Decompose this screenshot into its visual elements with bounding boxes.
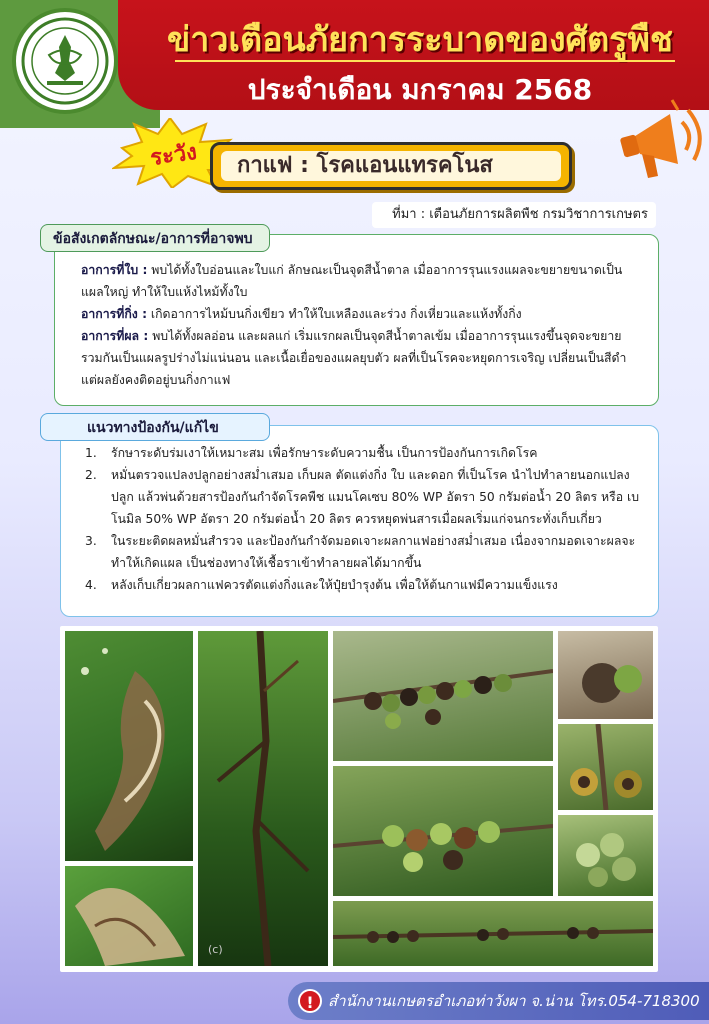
prevention-item (85, 442, 640, 464)
prevention-text: หมั่นตรวจแปลงปลูกอย่างสม่ำเสมอ เก็บผล ตัดแต่งกิ่ง ใบ และดอก ที่เป็นโรค นำไปทำลายนอกแปลงปลูก แล้วพ่นด้วยสารป้องกันกำจัดโรคพืช แมนโคเซบ 80% WP อัตรา 50 กรัมต่อน้ำ 20 ลิตร หรือ เบโนมิล 50% WP อัตรา 20 กรัมต่อน้ำ 20 ลิตร ควรหยุดพ่นสารเมื่อผลเริ่มแก่จนกระทั่งเก็บเกี่ยว (111, 468, 640, 526)
symptom-text: เกิดอาการไหม้บนกิ่งเขียว ทำให้ใบเหลืองและร่วง กิ่งเหี่ยวและแห้งทั้งกิ่ง (147, 307, 522, 321)
prevention-list (85, 442, 640, 596)
prevention-item (85, 464, 640, 530)
bulletin-title: ข่าวเตือนภัยการระบาดของศัตรูพืช (166, 20, 673, 60)
prevention-item (85, 530, 640, 574)
prevention-number: 1. (85, 446, 97, 460)
photo-fruit-branch (333, 901, 653, 966)
disease-title: กาแฟ : โรคแอนแทรคโนส (221, 151, 561, 181)
disease-title-bar (210, 142, 572, 190)
prevention-card (60, 425, 659, 617)
photo-collage (60, 626, 658, 972)
symptoms-heading: ข้อสังเกตลักษณะ/อาการที่อาจพบ (40, 224, 270, 252)
prevention-text: รักษาระดับร่มเงาให้เหมาะสม เพื่อรักษาระดับความชื้น เป็นการป้องกันการเกิดโรค (111, 446, 538, 460)
symptom-label: อาการที่กิ่ง : (81, 307, 147, 321)
photo-fruit-cluster (333, 631, 553, 761)
symptom-text: พบได้ทั้งผลอ่อน และผลแก่ เริ่มแรกผลเป็นจุดสีน้ำตาลเข้ม เมื่ออาการรุนแรงขึ้นจุดจะขยายรวมกันเป็นแผลรูปร่างไม่แน่นอน และเนื้อเยื่อของแผลยุบตัว ผลที่เป็นโรคจะหยุดการเจริญ เปลี่ยนเป็นสีดำ แต่ผลยังคงติดอยู่บนกิ่งกาแฟ (81, 329, 627, 387)
prevention-text: หลังเก็บเกี่ยวผลกาแฟควรตัดแต่งกิ่งและให้ปุ๋ยบำรุงต้น เพื่อให้ต้นกาแฟมีความแข็งแรง (111, 578, 558, 592)
symptom-label: อาการที่ผล : (81, 329, 149, 343)
footer-contact (288, 982, 709, 1020)
photo-fruit-closeup-1 (558, 631, 653, 719)
symptom-fruit (81, 325, 640, 391)
warning-badge-text: ระวัง (148, 139, 199, 172)
photo-leaf-lesion (65, 866, 193, 966)
header-banner (0, 0, 709, 128)
emblem-icon (19, 15, 111, 107)
symptom-text: พบได้ทั้งใบอ่อนและใบแก่ ลักษณะเป็นจุดสีน้ำตาล เมื่ออาการรุนแรงแผลจะขยายขนาดเป็นแผลใหญ่ ทำให้ใบแห้งไหม้ทั้งใบ (81, 263, 623, 299)
alert-icon: ! (298, 989, 322, 1013)
symptom-branch (81, 303, 640, 325)
prevention-item (85, 574, 640, 596)
photo-watermark: (c) (208, 943, 223, 956)
photo-infected-leaf (65, 631, 193, 861)
prevention-heading: แนวทางป้องกัน/แก้ไข (40, 413, 270, 441)
source-credit: ที่มา : เตือนภัยการผลิตพืช กรมวิชาการเกษตร (372, 202, 656, 228)
megaphone-icon (612, 94, 704, 190)
prevention-number: 2. (85, 468, 97, 482)
photo-fruit-closeup-2 (558, 724, 653, 810)
symptom-label: อาการที่ใบ : (81, 263, 148, 277)
prevention-number: 4. (85, 578, 97, 592)
department-logo (12, 8, 118, 114)
office-contact: สำนักงานเกษตรอำเภอท่าวังผา จ.น่าน โทร.054-718300 (328, 992, 700, 1010)
photo-dead-branch (198, 631, 328, 966)
bulletin-month: ประจำเดือน มกราคม 2568 (247, 73, 593, 106)
prevention-number: 3. (85, 534, 97, 548)
symptoms-card (54, 234, 659, 406)
photo-fruit-rot (333, 766, 553, 896)
photo-fruit-closeup-3 (558, 815, 653, 896)
symptom-leaf (81, 259, 640, 303)
prevention-text: ในระยะติดผลหมั่นสำรวจ และป้องกันกำจัดมอดเจาะผลกาแฟอย่างสม่ำเสมอ เนื่องจากมอดเจาะผลจะทำให้เกิดแผล เป็นช่องทางให้เชื้อราเข้าทำลายผลได้มากขึ้น (111, 534, 636, 570)
title-underline (175, 60, 675, 62)
